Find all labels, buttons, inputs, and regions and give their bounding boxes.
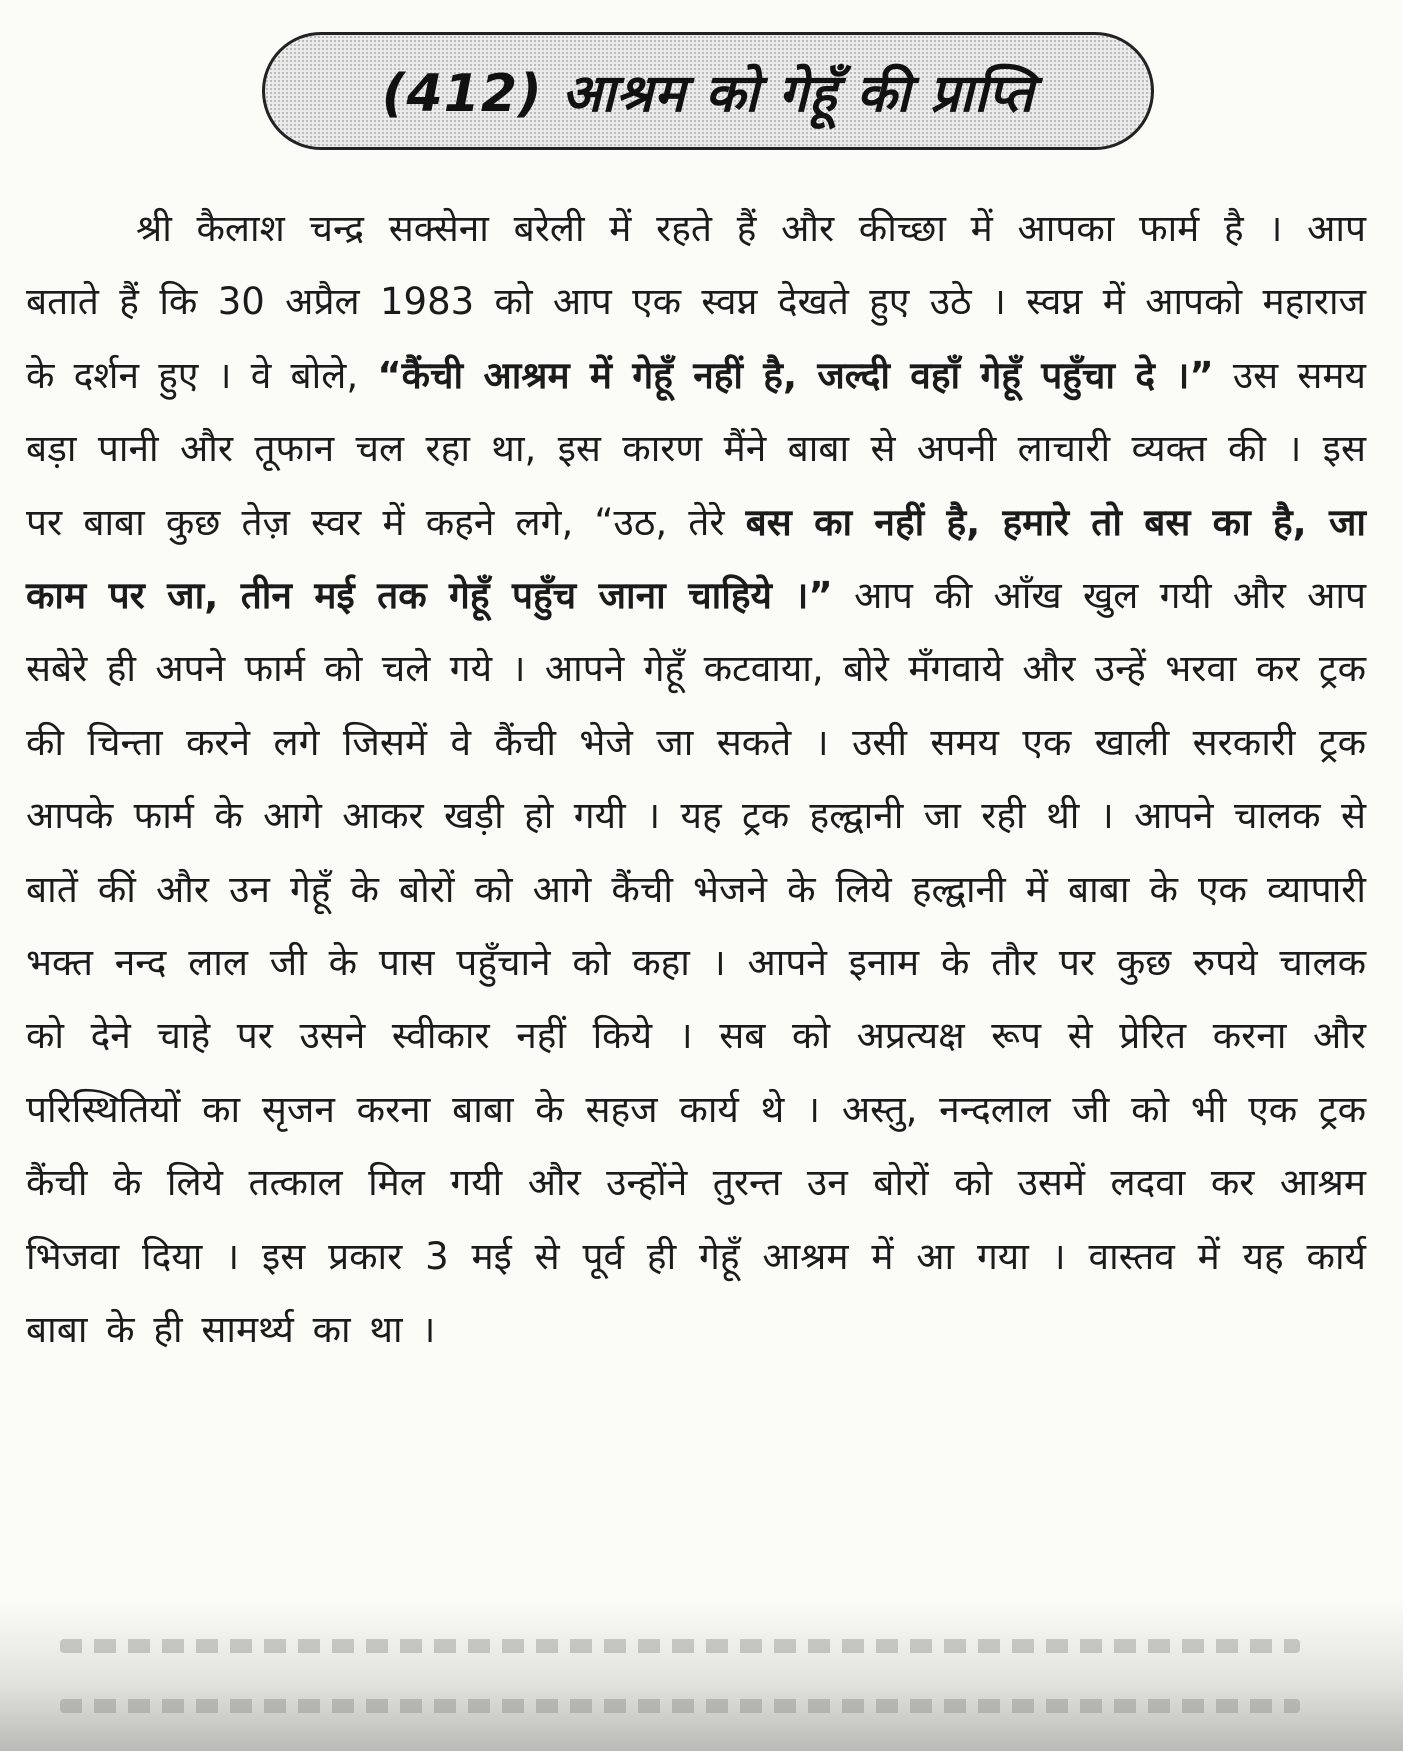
baba-quote-2-start: “उठ, तेरे [594,500,746,544]
baba-quote-1: “कैंची आश्रम में गेहूँ नहीं है, जल्दी वहाँ गेहूँ पहुँचा दे ।” [377,353,1214,397]
story-paragraph [26,192,1366,1367]
paragraph-text-2: उस समय बड़ा पानी और तूफान चल रहा था, इस कारण मैंने बाबा से अपनी लाचारी व्यक्त की । इस पर बाबा कुछ तेज़ स्वर में कहने लगे, [26,353,1366,544]
paragraph-text-1: श्री कैलाश चन्द्र सक्सेना बरेली में रहते हैं और कीच्छा में आपका फार्म है । आप बताते हैं कि 30 अप्रैल 1983 को आप एक स्वप्न देखते हुए उठे । स्वप्न में आपको महाराज के दर्शन हुए । वे बोले, [26,207,1366,397]
chapter-title-box [262,32,1154,150]
baba-quote-2-bold: बस का नहीं है, हमारे तो बस का है, जा काम पर जा, तीन मई तक गेहूँ पहुँच जाना चाहिये ।” [26,500,1366,618]
bleed-through-line [60,1699,1300,1713]
bleed-through-line [60,1639,1300,1653]
paragraph-text-3: आप की आँख खुल गयी और आप सबेरे ही अपने फार्म को चले गये । आपने गेहूँ कटवाया, बोरे मँगवाये और उन्हें भरवा कर ट्रक की चिन्ता करने लगे जिसमें वे कैंची भेजे जा सकते । उसी समय एक खाली सरकारी ट्रक आपके फार्म के आगे आकर खड़ी हो गयी । यह ट्रक हल्द्वानी जा रही थी । आपने चालक से बातें कीं और उन गेहूँ के बोरों को आगे कैंची भेजने के लिये हल्द्वानी में बाबा के एक व्यापारी भक्त नन्द लाल जी के पास पहुँचाने को कहा । आपने इनाम के तौर पर कुछ रुपये चालक को देने चाहे पर उसने स्वीकार नहीं किये । सब को अप्रत्यक्ष रूप से प्रेरित करना और परिस्थितियों का सृजन करना बाबा के सहज कार्य थे । अस्तु, नन्दलाल जी को भी एक ट्रक कैंची के लिये तत्काल मिल गयी और उन्होंने तुरन्त उन बोरों को उसमें लदवा कर आश्रम भिजवा दिया । इस प्रकार 3 मई से पूर्व ही गेहूँ आश्रम में आ गया । वास्तव में यह कार्य बाबा के ही सामर्थ्य का था । [26,574,1366,1352]
chapter-title: (412) आश्रम को गेहूँ की प्राप्ति [381,63,1035,124]
page-shadow [0,1601,1403,1751]
